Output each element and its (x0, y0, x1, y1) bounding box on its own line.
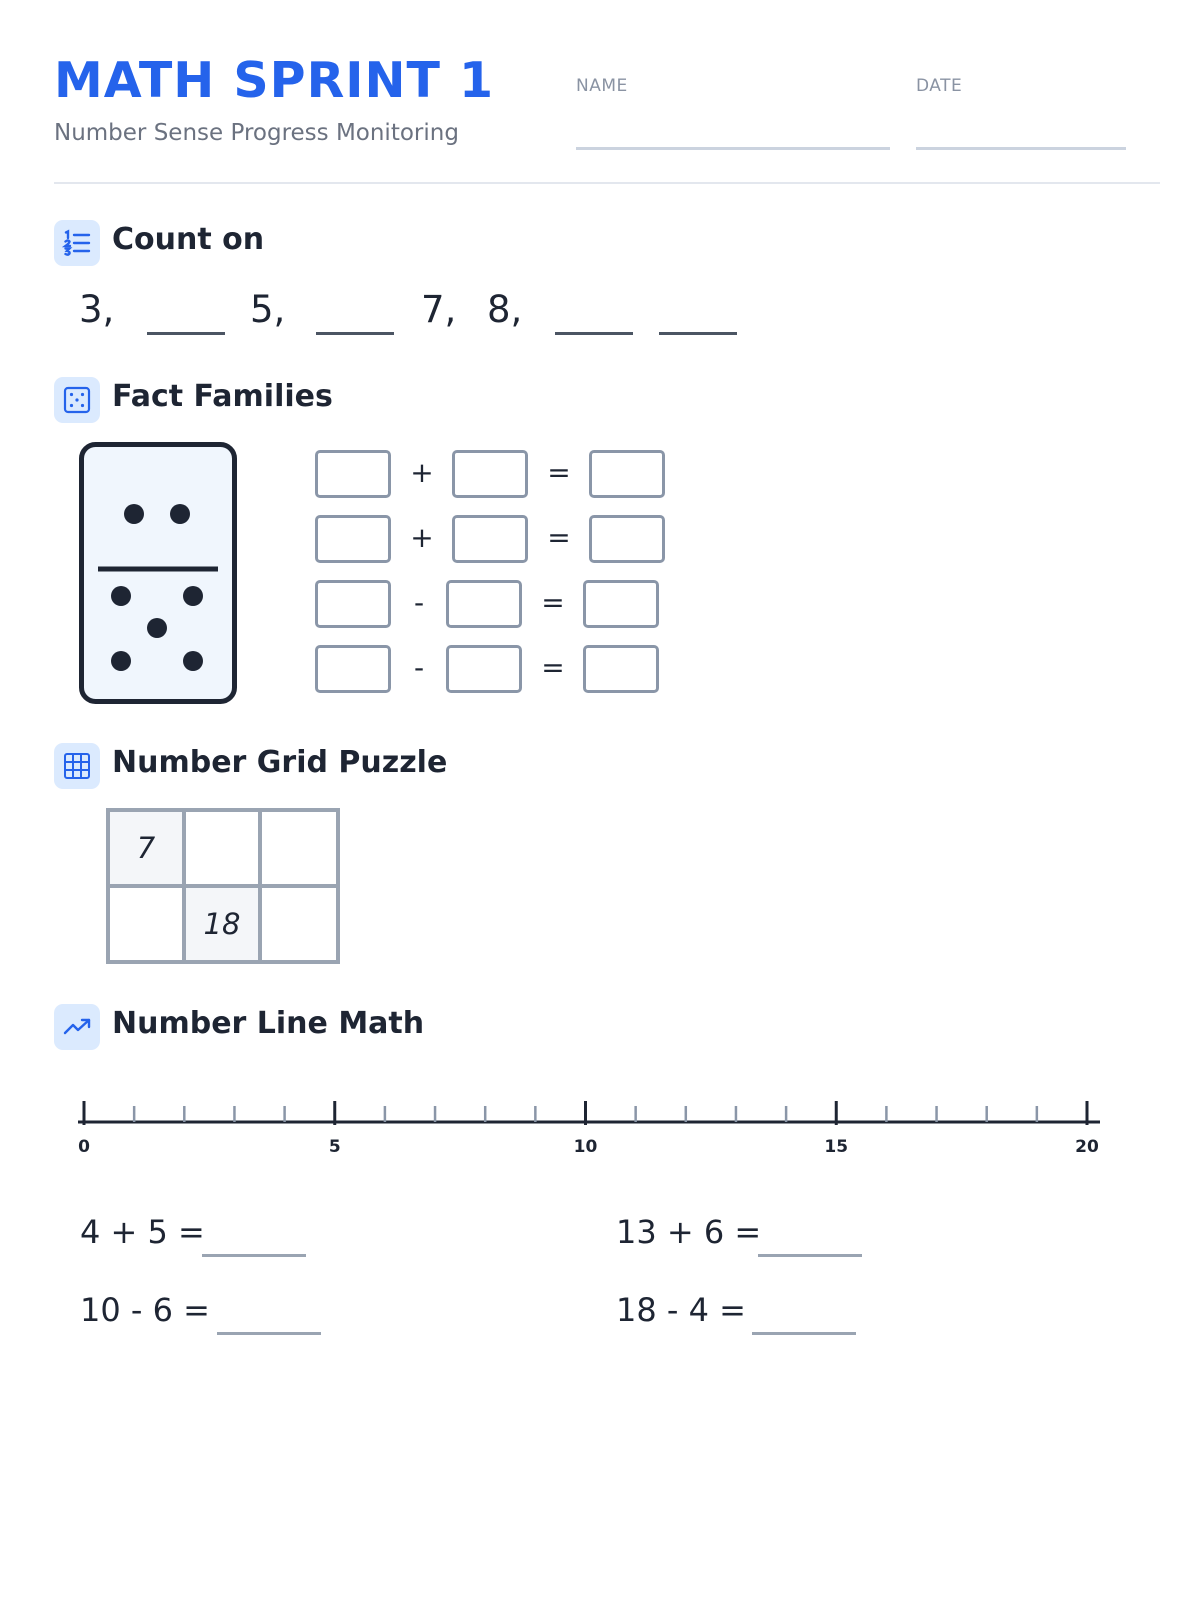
fact-box[interactable] (583, 645, 659, 693)
numbered-list-icon (54, 220, 100, 266)
count-blank[interactable] (659, 332, 737, 335)
operator-equals: = (547, 456, 571, 489)
answer-blank[interactable] (758, 1254, 862, 1257)
operator-plus: + (410, 456, 434, 489)
fact-box[interactable] (315, 515, 391, 563)
fact-box[interactable] (446, 580, 522, 628)
page-title: MATH SPRINT 1 (54, 52, 495, 109)
tick-label: 0 (78, 1137, 90, 1157)
domino (79, 442, 237, 708)
equation: 10 - 6 = (80, 1291, 210, 1329)
equation: 13 + 6 = (616, 1213, 762, 1251)
page-subtitle: Number Sense Progress Monitoring (54, 120, 459, 146)
count-number: 8, (487, 288, 523, 331)
count-number: 3, (79, 288, 115, 331)
grid-cell-blank[interactable] (258, 808, 340, 888)
operator-equals: = (541, 651, 565, 684)
tick-label: 20 (1075, 1137, 1099, 1157)
date-label: DATE (916, 76, 963, 96)
section-title-number-line: Number Line Math (112, 1006, 425, 1041)
name-field[interactable] (576, 147, 890, 150)
count-blank[interactable] (316, 332, 394, 335)
section-title-number-grid: Number Grid Puzzle (112, 745, 448, 780)
count-number: 7, (421, 288, 457, 331)
tick-label: 5 (328, 1137, 341, 1157)
tick-label: 10 (573, 1137, 598, 1157)
fact-box[interactable] (589, 515, 665, 563)
fact-box[interactable] (452, 515, 528, 563)
equation: 4 + 5 = (80, 1213, 205, 1251)
section-title-fact-families: Fact Families (112, 379, 333, 414)
fact-box[interactable] (315, 450, 391, 498)
grid-cell-blank[interactable] (182, 808, 262, 888)
dice-icon (54, 377, 100, 423)
tick-label: 15 (824, 1137, 849, 1157)
grid-cell-given: 7 (106, 808, 186, 888)
fact-box[interactable] (583, 580, 659, 628)
operator-plus: + (410, 521, 434, 554)
count-number: 5, (250, 288, 286, 331)
section-title-count-on: Count on (112, 222, 265, 257)
operator-minus: - (413, 651, 425, 684)
operator-equals: = (541, 586, 565, 619)
answer-blank[interactable] (752, 1332, 856, 1335)
fact-box[interactable] (315, 580, 391, 628)
count-blank[interactable] (555, 332, 633, 335)
operator-minus: - (413, 586, 425, 619)
grid-cell-blank[interactable] (106, 884, 186, 964)
fact-box[interactable] (452, 450, 528, 498)
fact-box[interactable] (446, 645, 522, 693)
trend-up-icon (54, 1004, 100, 1050)
grid-cell-blank[interactable] (258, 884, 340, 964)
name-label: NAME (576, 76, 628, 96)
grid-cell-given: 18 (182, 884, 262, 964)
answer-blank[interactable] (217, 1332, 321, 1335)
answer-blank[interactable] (202, 1254, 306, 1257)
number-line (70, 1090, 1110, 1170)
fact-box[interactable] (589, 450, 665, 498)
equation: 18 - 4 = (616, 1291, 746, 1329)
header-divider (54, 182, 1160, 184)
grid-icon (54, 743, 100, 789)
date-field[interactable] (916, 147, 1126, 150)
count-blank[interactable] (147, 332, 225, 335)
fact-box[interactable] (315, 645, 391, 693)
operator-equals: = (547, 521, 571, 554)
